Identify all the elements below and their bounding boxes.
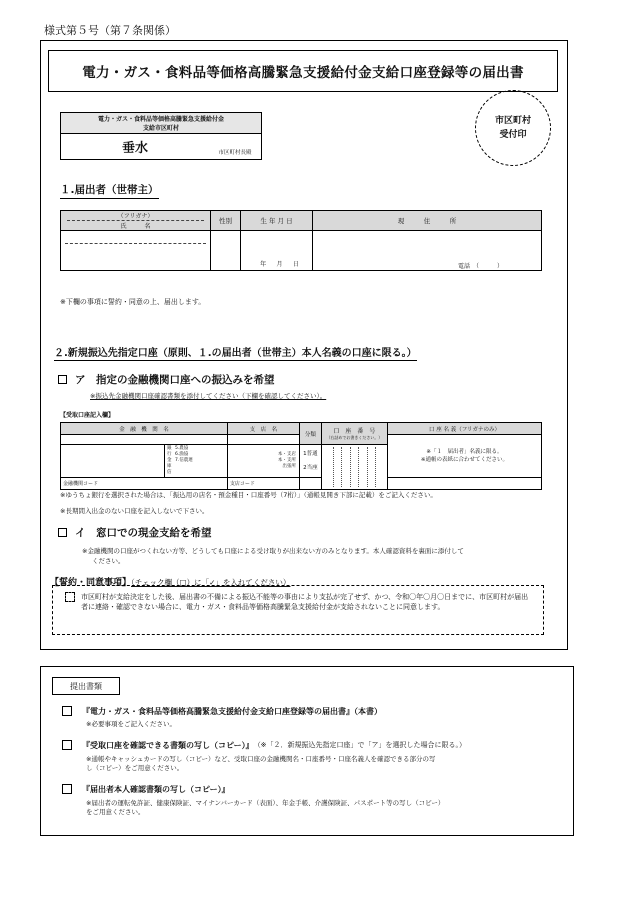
municipality-header [60,112,262,134]
submission-item-3-checkbox[interactable] [62,784,72,794]
option-a-checkbox[interactable] [58,375,67,384]
submission-item-3 [62,784,567,817]
option-b-label: イ 窓口での現金支給を希望 [75,527,212,539]
branch-type-2: 本・支所 [277,457,296,463]
section2-heading: ２.新規振込先指定口座（原則、１.の届出者（世帯主）本人名義の口座に限る。） [54,344,417,361]
account-number-header [321,423,387,445]
branch-code-label: 支店コード [229,480,255,487]
bank-type-b2: 6.漁協 [175,451,189,457]
bank-type-a5: 信 [167,469,172,475]
option-b-note-1: ※金融機関の口座がつくれない方等、どうしても口座による受け取りが出来ない方のみとなります。本人確認資料を裏面に添付して [82,547,464,555]
bank-type-a2: 行 [167,451,172,457]
consent-box [52,585,544,635]
reception-stamp-area [475,90,551,166]
bank-name-write-cell[interactable] [61,445,165,478]
consent-checkbox[interactable] [65,592,75,602]
option-a-note: ※振込先金融機関口座確認書類を添付してください（下欄を確認してください）。 [90,392,327,400]
address-input-cell[interactable] [313,231,542,271]
option-a-label: ア 指定の金融機関口座への振込みを希望 [75,374,275,386]
submission-item-2-note-1: ※通帳やキャッシュカードの写し（コピー）など、受取口座の金融機関名・口座番号・口座名義人を確認できる部分の写 [86,755,436,763]
option-b-row[interactable] [58,525,212,540]
option-a-row[interactable] [58,372,275,387]
branch-type-cell [227,445,299,478]
yucho-note: ※ゆうちょ銀行を選択された場合は、「振込用の店名・預金種目・口座番号（7桁）」（通帳見開き下部に記載）をご記入ください。 [60,491,437,499]
bank-header: 金 融 機 関 名 [61,423,228,435]
submission-item-2-note-2: し（コピー）をご用意ください。 [86,764,184,772]
submission-item-2-suffix: （※「２．新規振込先指定口座」で「ア」を選択した場合に限る。） [253,741,467,749]
option-b-checkbox[interactable] [58,528,67,537]
branch-code-cell[interactable] [227,477,299,489]
submission-item-1-title: 『電力・ガス・食料品等価格高騰緊急支援給付金支給口座登録等の届出書』（本書） [82,707,382,716]
type-header: 分類 [299,423,321,445]
municipality-header-line2: 支給市区町村 [142,125,179,132]
municipality-header-line1: 電力・ガス・食料品等価格高騰緊急支援給付金 [97,116,224,123]
account-number-label: 口 座 番 号 [333,428,376,435]
account-number-sub: （右詰めでお書きください。） [326,435,383,440]
stamp-line2: 受付印 [499,130,527,140]
submission-item-1 [62,706,567,729]
account-type-2: 2当座 [303,464,318,471]
bank-code-cell[interactable] [61,477,228,489]
consent-text: 市区町村が支給決定をした後、届出書の不備による振込不能等の事由により支払が完了せず、かつ、令和〇年〇月〇日までに、市区町村が届出者に連絡・確認できない場合に、電力・ガス・食料品等価格高騰緊急支援給付金が支給されないことに同意します。 [81,593,529,611]
account-table-label: 【受取口座記入欄】 [60,412,115,419]
submission-item-3-note-1: ※届出者の運転免許証、健康保険証、マイナンバーカード（表面）、年金手帳、介護保険証、パスポート等の写し（コピー） [86,799,445,807]
holder-notes[interactable] [387,435,541,478]
bank-type-a4: 庫 [167,463,172,469]
option-b-note-2: ください。 [92,557,125,565]
oath-note: ※下欄の事項に誓約・同意の上、届出します。 [60,298,206,306]
consent-heading: 【誓約・同意事項】 [50,578,132,588]
bank-type-b1: 5.農協 [175,445,189,451]
submission-item-2-title: 『受取口座を確認できる書類の写し（コピー）』 [82,741,254,750]
type-blank-cell [299,477,321,489]
name-header-cell [61,211,211,231]
bank-type-a1: 銀 [167,445,172,451]
branch-name-input[interactable] [227,435,299,445]
submission-item-3-title: 『届出者本人確認書類の写し（コピー）』 [82,785,230,794]
name-input-cell[interactable] [61,231,211,271]
municipality-name[interactable]: 垂水 [121,141,148,156]
furigana-label: （フリガナ） [67,211,204,221]
gender-input-cell[interactable] [211,231,241,271]
section1-heading: １.届出者（世帯主） [60,182,159,199]
holder-header: 口 座 名 義（フリガナのみ） [387,423,541,435]
dob-header: 生 年 月 日 [241,211,313,231]
submission-item-1-checkbox[interactable] [62,706,72,716]
bank-code-label: 金融機関コード [63,480,99,487]
applicant-table [60,210,542,271]
branch-type-3: 出張所 [282,463,296,469]
dormant-note: ※長期間入出金のない口座を記入しないで下さい。 [60,507,209,515]
consent-instruction: （チェック欄（□）に「✓」を入れてください） [131,578,291,587]
account-type-1: 1普通 [303,450,318,457]
branch-header: 支 店 名 [227,423,299,435]
bank-type-a3: 金 [167,457,172,463]
bank-type-b3: 7.信農連 [175,457,193,463]
holder-input-cell[interactable] [387,477,541,489]
account-number-input[interactable] [321,445,387,490]
address-header: 現 住 所 [313,211,542,231]
account-type-cell[interactable] [299,445,321,478]
form-number: 様式第５号（第７条関係） [44,24,176,37]
bank-type-cell [165,445,228,478]
submission-item-3-note-2: をご用意ください。 [86,808,145,816]
mayor-label: 市区町村長殿 [218,150,252,156]
municipality-row [60,134,262,160]
stamp-line1: 市区町村 [494,116,531,126]
submission-item-2 [62,740,567,773]
account-table [60,422,542,490]
submission-item-2-checkbox[interactable] [62,740,72,750]
form-title: 電力・ガス・食料品等価格高騰緊急支援給付金支給口座登録等の届出書 [48,50,558,92]
bank-name-input[interactable] [61,435,228,445]
dob-input-cell[interactable] [241,231,313,271]
month-label: 月 [276,261,283,268]
day-label: 日 [292,261,299,268]
holder-note-2: ※通帳の表紙に合わせてください。 [420,456,509,463]
name-label: 氏 名 [120,223,151,230]
year-label: 年 [260,261,267,268]
phone-label: 電話 （ ） [457,263,503,270]
branch-type-1: 本・支店 [277,451,296,457]
gender-header: 性別 [211,211,241,231]
submission-item-1-note: ※必要事項をご記入ください。 [86,720,176,728]
submission-label: 提出書類 [52,677,120,695]
holder-note-1: ※「１ 届出者」名義に限る。 [426,448,503,455]
